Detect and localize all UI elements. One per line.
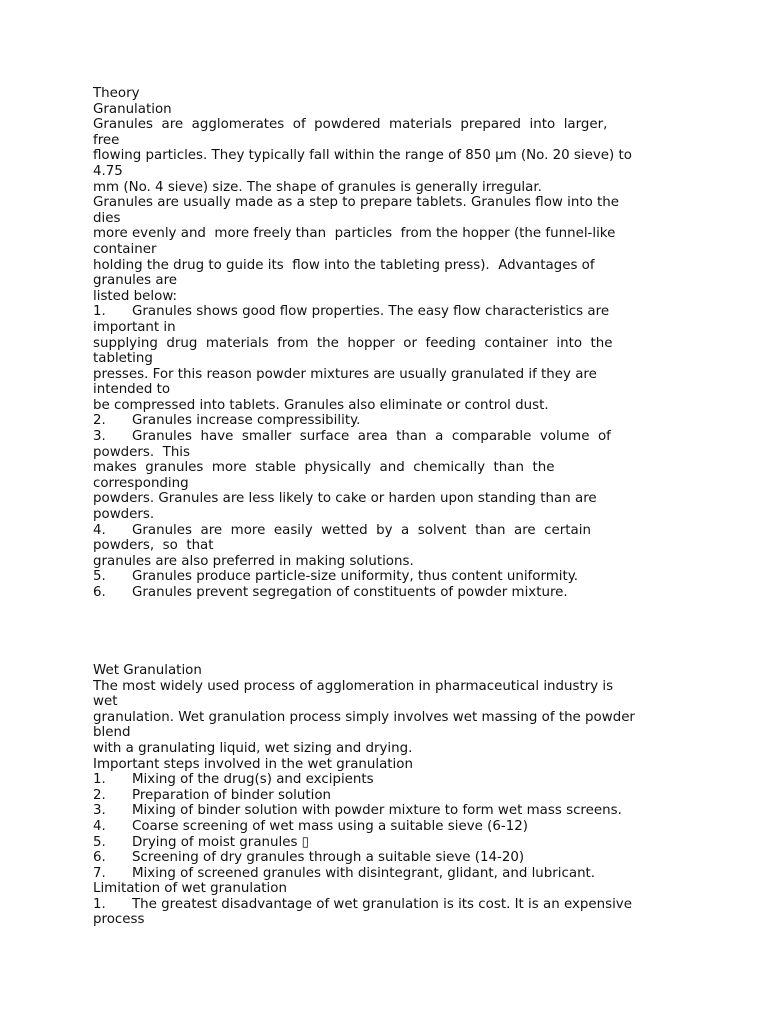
list-item-first-line bbox=[93, 413, 673, 429]
list-item-first-line bbox=[93, 523, 673, 539]
list-item-line: powders, so that bbox=[93, 538, 214, 554]
list-item-number: 6. bbox=[93, 850, 106, 866]
list-item-step-7 bbox=[93, 866, 673, 882]
list-item-text: Drying of moist granules ▯ bbox=[132, 834, 310, 850]
paragraph-line: holding the drug to guide its flow into the tableting press). Advantages of bbox=[93, 257, 595, 273]
list-item-number: 1. bbox=[93, 772, 106, 788]
list-item-step-3 bbox=[93, 803, 673, 819]
list-item-number: 1. bbox=[93, 304, 106, 320]
list-item-line: important in bbox=[93, 319, 176, 335]
list-item-step-2 bbox=[93, 788, 673, 804]
section-heading-theory: Theory bbox=[93, 86, 140, 101]
limitation-heading: Limitation of wet granulation bbox=[93, 881, 287, 897]
list-item-text: Granules produce particle-size uniformity, thus content uniformity. bbox=[132, 569, 579, 585]
list-item-number: 1. bbox=[93, 896, 106, 912]
granulation-intro-paragraph bbox=[93, 117, 673, 304]
section-spacer bbox=[93, 601, 673, 663]
list-item-advantage-3 bbox=[93, 429, 673, 523]
list-item-number: 3. bbox=[93, 803, 106, 819]
list-item-number: 2. bbox=[93, 787, 106, 803]
list-item-line: powders. bbox=[93, 507, 155, 523]
paragraph-line: 4.75 bbox=[93, 163, 123, 179]
list-item-step-5 bbox=[93, 835, 673, 851]
paragraph-line: granules are bbox=[93, 273, 178, 289]
list-item-text: Granules are more easily wetted by a solvent than are certain bbox=[132, 522, 591, 538]
paragraph-line: Granules are usually made as a step to prepare tablets. Granules flow into the bbox=[93, 195, 619, 211]
paragraph-line: free bbox=[93, 132, 120, 148]
list-item-text: Screening of dry granules through a suitable sieve (14-20) bbox=[132, 850, 525, 866]
list-item-line: granules are also preferred in making solutions. bbox=[93, 553, 414, 569]
paragraph-line: Granules are agglomerates of powdered materials prepared into larger, bbox=[93, 117, 608, 133]
paragraph-line: more evenly and more freely than particles from the hopper (the funnel-like bbox=[93, 226, 616, 242]
list-item-line: be compressed into tablets. Granules also eliminate or control dust. bbox=[93, 397, 549, 413]
list-item-line: tableting bbox=[93, 351, 153, 367]
list-item-line: supplying drug materials from the hopper or feeding container into the bbox=[93, 335, 613, 351]
paragraph-line: dies bbox=[93, 210, 121, 226]
advantages-list bbox=[93, 304, 673, 600]
document-page bbox=[93, 86, 673, 928]
list-item-first-line bbox=[93, 429, 673, 445]
list-item-number: 3. bbox=[93, 429, 106, 445]
list-item-first-line bbox=[93, 585, 673, 601]
list-item-text: Mixing of screened granules with disintegrant, glidant, and lubricant. bbox=[132, 865, 596, 881]
paragraph-line: blend bbox=[93, 725, 131, 741]
list-item-text: The greatest disadvantage of wet granulation is its cost. It is an expensive bbox=[132, 896, 632, 912]
list-item-step-6 bbox=[93, 850, 673, 866]
list-item-text: Mixing of the drug(s) and excipients bbox=[132, 772, 374, 788]
list-item-number: 4. bbox=[93, 818, 106, 834]
list-item-advantage-5 bbox=[93, 569, 673, 585]
limitations-list bbox=[93, 897, 673, 928]
list-item-text: Granules increase compressibility. bbox=[132, 413, 361, 429]
list-item-step-4 bbox=[93, 819, 673, 835]
section-subheading-granulation: Granulation bbox=[93, 101, 172, 117]
list-item-text: Granules prevent segregation of constituents of powder mixture. bbox=[132, 585, 568, 600]
list-item-advantage-4 bbox=[93, 523, 673, 570]
list-item-line: corresponding bbox=[93, 475, 189, 491]
list-item-advantage-6 bbox=[93, 585, 673, 601]
list-item-number: 7. bbox=[93, 865, 106, 881]
list-item-number: 5. bbox=[93, 569, 106, 585]
list-item-text: Coarse screening of wet mass using a suitable sieve (6-12) bbox=[132, 818, 528, 834]
list-item-line: process bbox=[93, 912, 145, 928]
list-item-line: powders. Granules are less likely to cake or harden upon standing than are bbox=[93, 491, 597, 507]
paragraph-line: listed below: bbox=[93, 288, 178, 304]
list-item-number: 4. bbox=[93, 522, 106, 538]
list-item-text: Mixing of binder solution with powder mixture to form wet mass screens. bbox=[132, 803, 622, 819]
list-item-first-line bbox=[93, 897, 673, 913]
list-item-line: presses. For this reason powder mixtures are usually granulated if they are bbox=[93, 366, 597, 382]
steps-list bbox=[93, 772, 673, 881]
paragraph-line: mm (No. 4 sieve) size. The shape of granules is generally irregular. bbox=[93, 179, 542, 195]
list-item-number: 2. bbox=[93, 413, 106, 429]
wet-granulation-paragraph bbox=[93, 679, 673, 757]
paragraph-line: The most widely used process of agglomeration in pharmaceutical industry is bbox=[93, 678, 614, 694]
list-item-line: intended to bbox=[93, 382, 171, 398]
list-item-text: Granules shows good flow properties. The easy flow characteristics are bbox=[132, 304, 610, 320]
list-item-step-1 bbox=[93, 772, 673, 788]
list-item-advantage-1 bbox=[93, 304, 673, 413]
section-heading-wet-granulation: Wet Granulation bbox=[93, 662, 202, 678]
paragraph-line: wet bbox=[93, 694, 118, 710]
steps-heading: Important steps involved in the wet granulation bbox=[93, 756, 413, 772]
paragraph-line: container bbox=[93, 241, 157, 257]
paragraph-line: flowing particles. They typically fall within the range of 850 µm (No. 20 sieve) to bbox=[93, 148, 632, 164]
list-item-first-line bbox=[93, 304, 673, 320]
list-item-line: powders. This bbox=[93, 444, 190, 460]
list-item-number: 5. bbox=[93, 834, 106, 850]
list-item-advantage-2 bbox=[93, 413, 673, 429]
list-item-text: Preparation of binder solution bbox=[132, 787, 332, 803]
list-item-first-line bbox=[93, 569, 673, 585]
list-item-number: 6. bbox=[93, 585, 106, 600]
list-item-line: makes granules more stable physically and chemically than the bbox=[93, 460, 555, 476]
paragraph-line: granulation. Wet granulation process simply involves wet massing of the powder bbox=[93, 709, 635, 725]
paragraph-line: with a granulating liquid, wet sizing and drying. bbox=[93, 740, 413, 756]
list-item-text: Granules have smaller surface area than a comparable volume of bbox=[132, 429, 611, 445]
